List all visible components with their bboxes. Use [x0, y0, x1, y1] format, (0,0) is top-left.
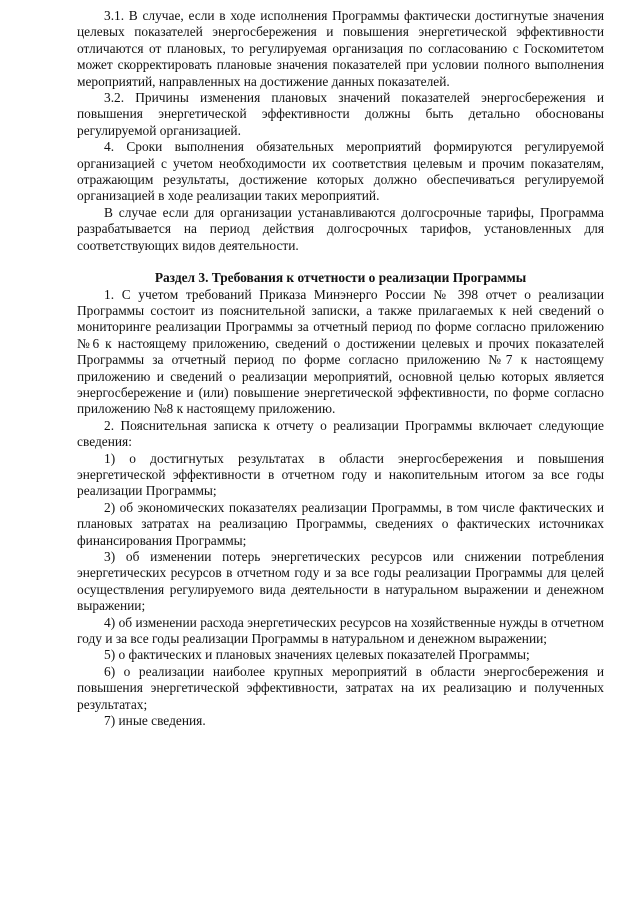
paragraph-3-2: 3.2. Причины изменения плановых значений показателей энергосбережения и повышения энергетической эффективности должны быть детально обоснованы регулируемой организацией.	[77, 90, 604, 138]
list-item-6: 6) о реализации наиболее крупных мероприятий в области энергосбережения и повышения энергетической эффективности, затратах на их реализацию и полученных результатах;	[77, 663, 604, 712]
list-item-5: 5) о фактических и плановых значениях целевых показателей Программы;	[104, 647, 530, 663]
list-item-2: 2) об экономических показателях реализации Программы, в том числе фактических и плановых затратах на реализацию Программы, сведениях о фактических источниках финансирования Программы;	[77, 499, 604, 548]
paragraph-report-2: 2. Пояснительная записка к отчету о реализации Программы включает следующие сведения:	[77, 417, 604, 450]
list-item-1: 1) о достигнутых результатах в области энергосбережения и повышения энергетической эффективности в отчетном году и накопительным итогом за все годы реализации Программы;	[77, 450, 604, 499]
list-item-7: 7) иные сведения.	[104, 713, 206, 729]
list-item-4: 4) об изменении расхода энергетических ресурсов на хозяйственные нужды в отчетном году и за все годы реализации Программы в натуральном и денежном выражении;	[77, 614, 604, 647]
section-heading: Раздел 3. Требования к отчетности о реализации Программы	[154, 270, 527, 286]
paragraph-report-1: 1. С учетом требований Приказа Минэнерго России № 398 отчет о реализации Программы состоит из пояснительной записки, а также прилагаемых к ней сведений о мониторинге реализации Программы за отчетный период по форме согласно приложению №6 к настоящему приложению, сведений о достижении целевых и прочих показателей Программы за отчетный период по форме согласно приложению №7 к настоящему приложению и сведений о реализации мероприятий, основной целью которых является энергосбережение и (или) повышение энергетической эффективности, по форме согласно приложению №8 к настоящему приложению.	[77, 286, 604, 417]
paragraph-4: 4. Сроки выполнения обязательных мероприятий формируются регулируемой организацией с учетом необходимости их соответствия целевым и прочим показателям, отражающим результаты, достижение которых должно обеспечиваться регулируемой организацией в ходе реализации таких мероприятий.	[77, 139, 604, 204]
paragraph-long-term-tariffs: В случае если для организации устанавливаются долгосрочные тарифы, Программа разрабатывается на период действия долгосрочных тарифов, установленных для соответствующих видов деятельности.	[77, 204, 604, 253]
paragraph-3-1: 3.1. В случае, если в ходе исполнения Программы фактически достигнутые значения целевых показателей энергосбережения и повышения энергетической эффективности отличаются от плановых, то регулируемая организация по согласованию с Госкомитетом может скорректировать плановые значения показателей при условии полного выполнения мероприятий, направленных на достижение данных показателей.	[77, 8, 604, 89]
document-page	[77, 8, 604, 729]
list-item-3: 3) об изменении потерь энергетических ресурсов или снижении потребления энергетических ресурсов в отчетном году и за все годы реализации Программы для целей осуществления регулируемого вида деятельности в натуральном выражении и денежном выражении;	[77, 549, 604, 614]
